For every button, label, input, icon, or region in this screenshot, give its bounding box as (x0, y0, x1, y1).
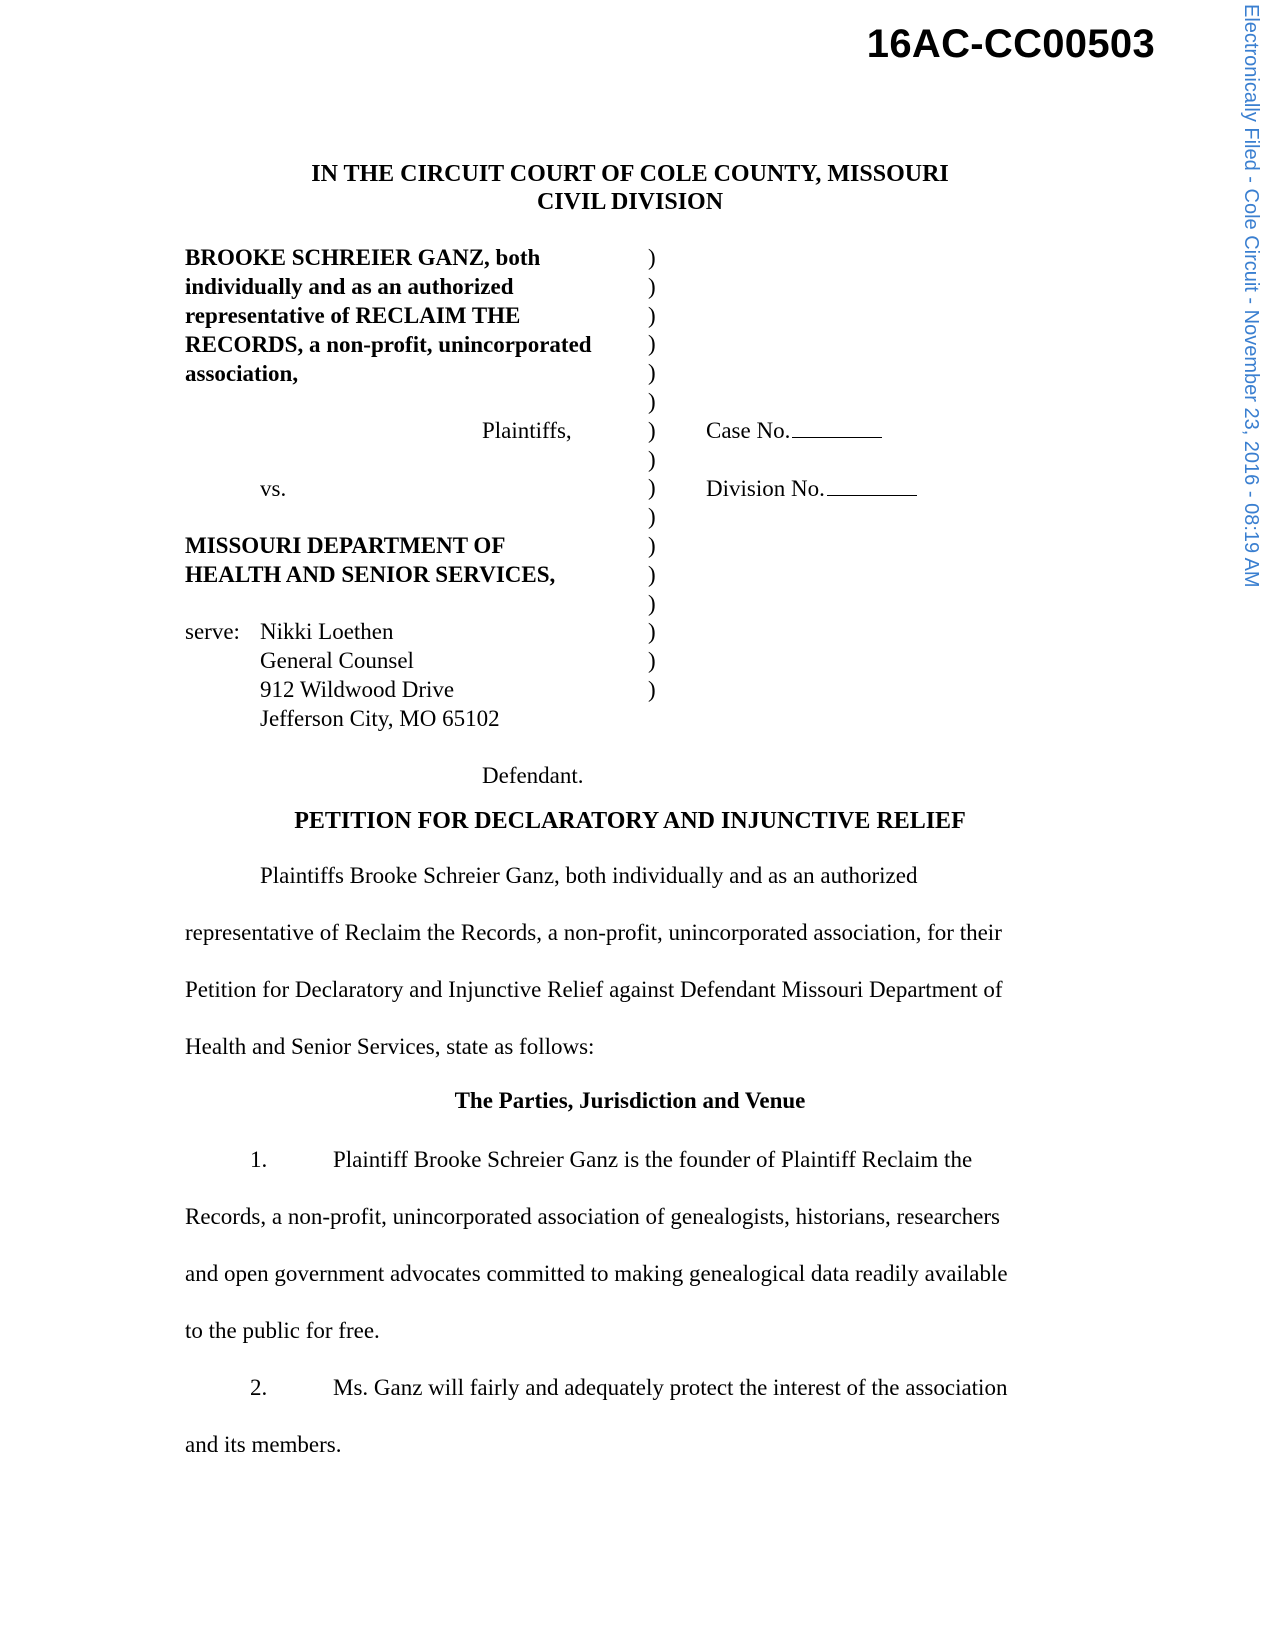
division-no-label: Division No. (706, 476, 825, 501)
intro-line: representative of Reclaim the Records, a non-profit, unincorporated association, for their (185, 920, 1002, 945)
intro-line: Petition for Declaratory and Injunctive Relief against Defendant Missouri Department of (185, 977, 1003, 1002)
vs-label: vs. (260, 476, 287, 501)
serve-line: 912 Wildwood Drive (260, 677, 455, 702)
plaintiff-line: individually and as an authorized (185, 274, 514, 299)
petition-title: PETITION FOR DECLARATORY AND INJUNCTIVE RELIEF (294, 808, 966, 834)
paren: ) (648, 331, 656, 357)
paren: ) (648, 245, 656, 270)
paragraph-line: Ms. Ganz will fairly and adequately protect the interest of the association (333, 1375, 1008, 1400)
serve-label: serve: (185, 619, 240, 644)
paren: ) (648, 676, 656, 702)
paragraph-number: 1. (250, 1147, 268, 1172)
filing-stamp: Electronically Filed - Cole Circuit - November 23, 2016 - 08:19 AM (1240, 4, 1262, 588)
paragraph-line: Plaintiff Brooke Schreier Ganz is the founder of Plaintiff Reclaim the (333, 1147, 973, 1172)
plaintiff-line: RECORDS, a non-profit, unincorporated (185, 332, 592, 357)
serve-line: Jefferson City, MO 65102 (260, 706, 500, 731)
paren: ) (648, 417, 656, 443)
paragraph-line: and open government advocates committed to making genealogical data readily available (185, 1261, 1008, 1286)
paren: ) (648, 388, 656, 414)
section-heading: The Parties, Jurisdiction and Venue (454, 1088, 806, 1113)
defendant-line: MISSOURI DEPARTMENT OF (185, 533, 506, 558)
court-division: CIVIL DIVISION (536, 189, 724, 215)
division-no-blank (827, 475, 917, 496)
case-no-blank (792, 417, 882, 438)
case-number: 16AC-CC00503 (866, 22, 1155, 66)
defendant-line: HEALTH AND SENIOR SERVICES, (185, 562, 556, 587)
paren: ) (648, 590, 656, 616)
plaintiff-line: BROOKE SCHREIER GANZ, both (185, 245, 541, 270)
serve-line: General Counsel (260, 648, 414, 673)
paren: ) (648, 648, 656, 674)
serve-line: Nikki Loethen (260, 619, 394, 644)
paren: ) (648, 475, 656, 501)
paren: ) (648, 446, 656, 472)
intro-line: Plaintiffs Brooke Schreier Ganz, both individually and as an authorized (260, 863, 918, 888)
paragraph-line: and its members. (185, 1432, 342, 1457)
paragraph-number: 2. (250, 1375, 268, 1400)
intro-line: Health and Senior Services, state as follows: (185, 1034, 595, 1059)
case-no-label: Case No. (706, 418, 791, 443)
paren: ) (648, 561, 656, 587)
paren: ) (648, 302, 656, 328)
paragraph-line: Records, a non-profit, unincorporated association of genealogists, historians, researchers (185, 1204, 1000, 1229)
paren: ) (648, 619, 656, 645)
plaintiffs-label: Plaintiffs, (482, 418, 572, 443)
caption-divider (648, 244, 656, 705)
case-no-field (706, 417, 882, 445)
defendant-label: Defendant. (482, 763, 584, 788)
court-header (185, 160, 1075, 216)
paren: ) (648, 532, 656, 558)
plaintiff-line: association, (185, 361, 299, 386)
paren: ) (648, 273, 656, 299)
paren: ) (648, 360, 656, 386)
division-no-field (706, 475, 917, 503)
court-name: IN THE CIRCUIT COURT OF COLE COUNTY, MISSOURI (311, 161, 949, 187)
paragraph-line: to the public for free. (185, 1318, 380, 1343)
paren: ) (648, 504, 656, 530)
plaintiff-line: representative of RECLAIM THE (185, 303, 521, 328)
